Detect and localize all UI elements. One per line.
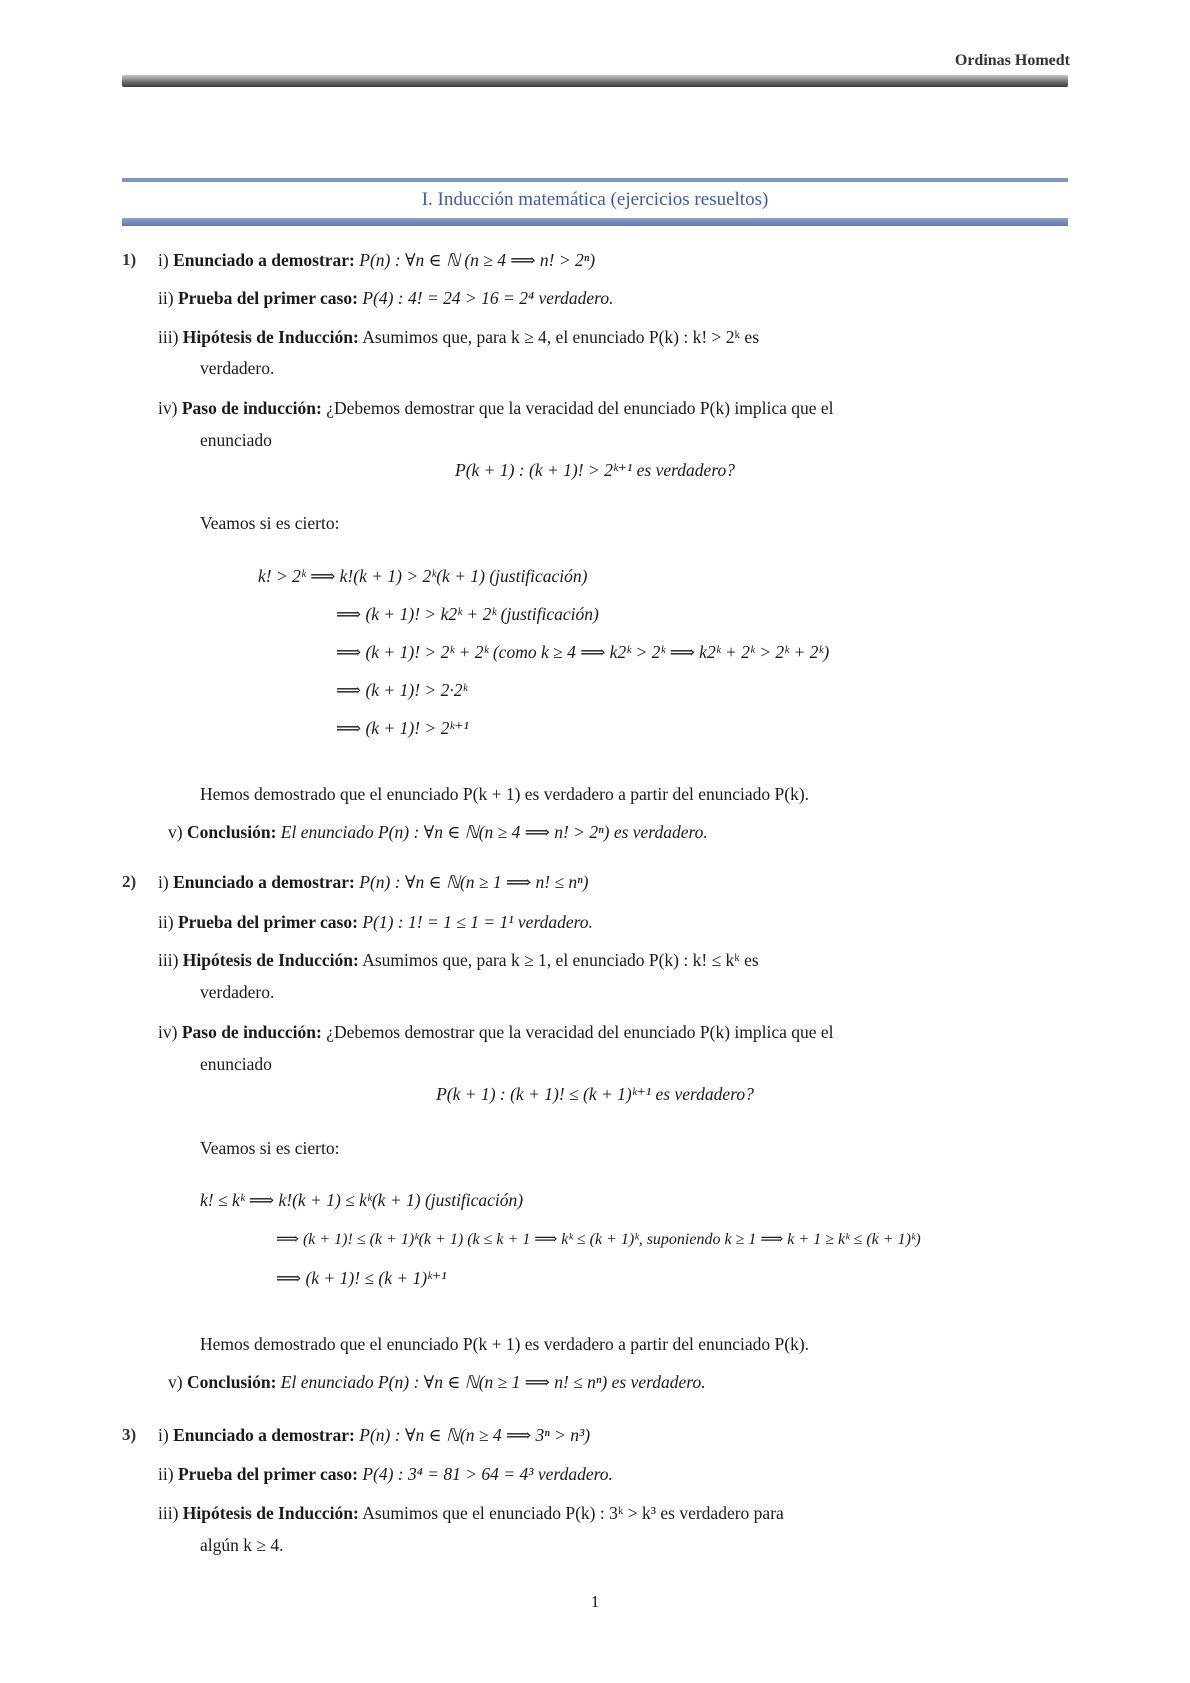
exercise-3-hypothesis: iii) Hipótesis de Inducción: Asumimos que el enunciado P(k) : 3ᵏ > k³ es verdadero para <box>158 1503 784 1523</box>
statement-label: Enunciado a demostrar: <box>173 872 355 892</box>
exercise-1-derivation-line: k! > 2ᵏ ⟹ k!(k + 1) > 2ᵏ(k + 1) (justificación) <box>258 566 588 586</box>
base-text: P(4) : 3⁴ = 81 > 64 = 4³ verdadero. <box>362 1464 613 1484</box>
banner-bottom-line <box>122 218 1068 226</box>
exercise-3-base: ii) Prueba del primer caso: P(4) : 3⁴ = 81 > 64 = 4³ verdadero. <box>158 1464 613 1484</box>
base-label: Prueba del primer caso: <box>177 288 358 308</box>
exercise-1-statement: i) Enunciado a demostrar: P(n) : ∀n ∈ ℕ (n ≥ 4 ⟹ n! > 2ⁿ) <box>158 250 596 270</box>
step-text: ¿Debemos demostrar que la veracidad del enunciado P(k) implica que el <box>326 1022 834 1042</box>
statement-formula: P(n) : ∀n ∈ ℕ(n ≥ 4 ⟹ 3ⁿ > n³) <box>359 1425 591 1445</box>
exercise-3-hypothesis-cont: algún k ≥ 4. <box>200 1535 284 1555</box>
statement-formula: P(n) : ∀n ∈ ℕ(n ≥ 1 ⟹ n! ≤ nⁿ) <box>359 872 589 892</box>
exercise-2-derivation-line: ⟹ (k + 1)! ≤ (k + 1)ᵏ(k + 1) (k ≤ k + 1 ⟹ kᵏ ≤ (k + 1)ᵏ, suponiendo k ≥ 1 ⟹ k + 1 ≥ kᵏ ≤ (k + 1)ᵏ) <box>276 1231 921 1248</box>
conclusion-text: El enunciado P(n) : ∀n ∈ ℕ(n ≥ 4 ⟹ n! > 2ⁿ) es verdadero. <box>280 822 708 842</box>
base-text: P(1) : 1! = 1 ≤ 1 = 1¹ verdadero. <box>362 912 593 932</box>
header-title: Ordinas Homedt <box>954 52 1070 69</box>
exercise-1-derivation-line: ⟹ (k + 1)! > 2·2ᵏ <box>336 680 468 700</box>
step-label: Paso de inducción: <box>181 398 322 418</box>
exercise-2-statement: i) Enunciado a demostrar: P(n) : ∀n ∈ ℕ(n ≥ 1 ⟹ n! ≤ nⁿ) <box>158 872 589 892</box>
section-title: I. Inducción matemática (ejercicios resueltos) <box>421 189 769 210</box>
exercise-1-hypothesis: iii) Hipótesis de Inducción: Asumimos que, para k ≥ 4, el enunciado P(k) : k! > 2ᵏ es <box>158 327 760 347</box>
exercise-3-number: 3) <box>122 1425 137 1444</box>
statement-label: Enunciado a demostrar: <box>173 1425 355 1445</box>
hypothesis-label: Hipótesis de Inducción: <box>182 1503 359 1523</box>
exercise-1-derivation-line: ⟹ (k + 1)! > k2ᵏ + 2ᵏ (justificación) <box>336 604 599 624</box>
exercise-2-shown: Hemos demostrado que el enunciado P(k + 1) es verdadero a partir del enunciado P(k). <box>200 1334 810 1354</box>
hypothesis-label: Hipótesis de Inducción: <box>182 950 359 970</box>
exercise-1-shown: Hemos demostrado que el enunciado P(k + 1) es verdadero a partir del enunciado P(k). <box>200 784 810 804</box>
exercise-1-derivation-line: ⟹ (k + 1)! > 2ᵏ + 2ᵏ (como k ≥ 4 ⟹ k2ᵏ > 2ᵏ ⟹ k2ᵏ + 2ᵏ > 2ᵏ + 2ᵏ) <box>336 642 830 662</box>
step-label: Paso de inducción: <box>181 1022 322 1042</box>
exercise-1-let-us-see: Veamos si es cierto: <box>200 513 340 533</box>
exercise-2-hypothesis: iii) Hipótesis de Inducción: Asumimos que, para k ≥ 1, el enunciado P(k) : k! ≤ kᵏ es <box>158 950 759 970</box>
statement-label: Enunciado a demostrar: <box>173 250 355 270</box>
exercise-1-conclusion: v) Conclusión: El enunciado P(n) : ∀n ∈ ℕ(n ≥ 4 ⟹ n! > 2ⁿ) es verdadero. <box>168 822 708 842</box>
exercise-2-number: 2) <box>122 872 137 891</box>
page-number: 1 <box>590 1592 600 1611</box>
base-text: P(4) : 4! = 24 > 16 = 2⁴ verdadero. <box>362 288 614 308</box>
exercise-2-let-us-see: Veamos si es cierto: <box>200 1138 340 1158</box>
exercise-1-number: 1) <box>122 250 137 269</box>
exercise-2-step: iv) Paso de inducción: ¿Debemos demostrar que la veracidad del enunciado P(k) implica que el <box>158 1022 834 1042</box>
header-rule <box>122 75 1068 87</box>
hypothesis-text: Asumimos que el enunciado P(k) : 3ᵏ > k³ es verdadero para <box>362 1503 784 1523</box>
exercise-2-derivation-line: k! ≤ kᵏ ⟹ k!(k + 1) ≤ kᵏ(k + 1) (justificación) <box>200 1190 524 1210</box>
exercise-2-hypothesis-cont: verdadero. <box>200 982 275 1002</box>
conclusion-text: El enunciado P(n) : ∀n ∈ ℕ(n ≥ 1 ⟹ n! ≤ nⁿ) es verdadero. <box>280 1372 706 1392</box>
hypothesis-label: Hipótesis de Inducción: <box>182 327 359 347</box>
exercise-3-statement: i) Enunciado a demostrar: P(n) : ∀n ∈ ℕ(n ≥ 4 ⟹ 3ⁿ > n³) <box>158 1425 591 1445</box>
exercise-1-step: iv) Paso de inducción: ¿Debemos demostrar que la veracidad del enunciado P(k) implica que el <box>158 398 834 418</box>
exercise-2-conclusion: v) Conclusión: El enunciado P(n) : ∀n ∈ ℕ(n ≥ 1 ⟹ n! ≤ nⁿ) es verdadero. <box>168 1372 706 1392</box>
exercise-1-step-cont: enunciado <box>200 430 272 450</box>
base-label: Prueba del primer caso: <box>177 912 358 932</box>
exercise-2-step-cont: enunciado <box>200 1054 272 1074</box>
step-text: ¿Debemos demostrar que la veracidad del enunciado P(k) implica que el <box>326 398 834 418</box>
banner-top-line <box>122 178 1068 182</box>
exercise-1-derivation-line: ⟹ (k + 1)! > 2ᵏ⁺¹ <box>336 718 469 738</box>
exercise-1-hypothesis-cont: verdadero. <box>200 358 275 378</box>
hypothesis-text: Asumimos que, para k ≥ 4, el enunciado P(k) : k! > 2ᵏ es <box>362 327 760 347</box>
exercise-2-step-formula: P(k + 1) : (k + 1)! ≤ (k + 1)ᵏ⁺¹ es verdadero? <box>436 1084 754 1104</box>
conclusion-label: Conclusión: <box>186 1372 277 1392</box>
exercise-2-derivation-line: ⟹ (k + 1)! ≤ (k + 1)ᵏ⁺¹ <box>276 1268 447 1288</box>
statement-formula: P(n) : ∀n ∈ ℕ (n ≥ 4 ⟹ n! > 2ⁿ) <box>359 250 596 270</box>
conclusion-label: Conclusión: <box>186 822 277 842</box>
exercise-1-step-formula: P(k + 1) : (k + 1)! > 2ᵏ⁺¹ es verdadero? <box>455 460 735 480</box>
exercise-1-base: ii) Prueba del primer caso: P(4) : 4! = 24 > 16 = 2⁴ verdadero. <box>158 288 614 308</box>
base-label: Prueba del primer caso: <box>177 1464 358 1484</box>
hypothesis-text: Asumimos que, para k ≥ 1, el enunciado P(k) : k! ≤ kᵏ es <box>362 950 759 970</box>
exercise-2-base: ii) Prueba del primer caso: P(1) : 1! = 1 ≤ 1 = 1¹ verdadero. <box>158 912 593 932</box>
